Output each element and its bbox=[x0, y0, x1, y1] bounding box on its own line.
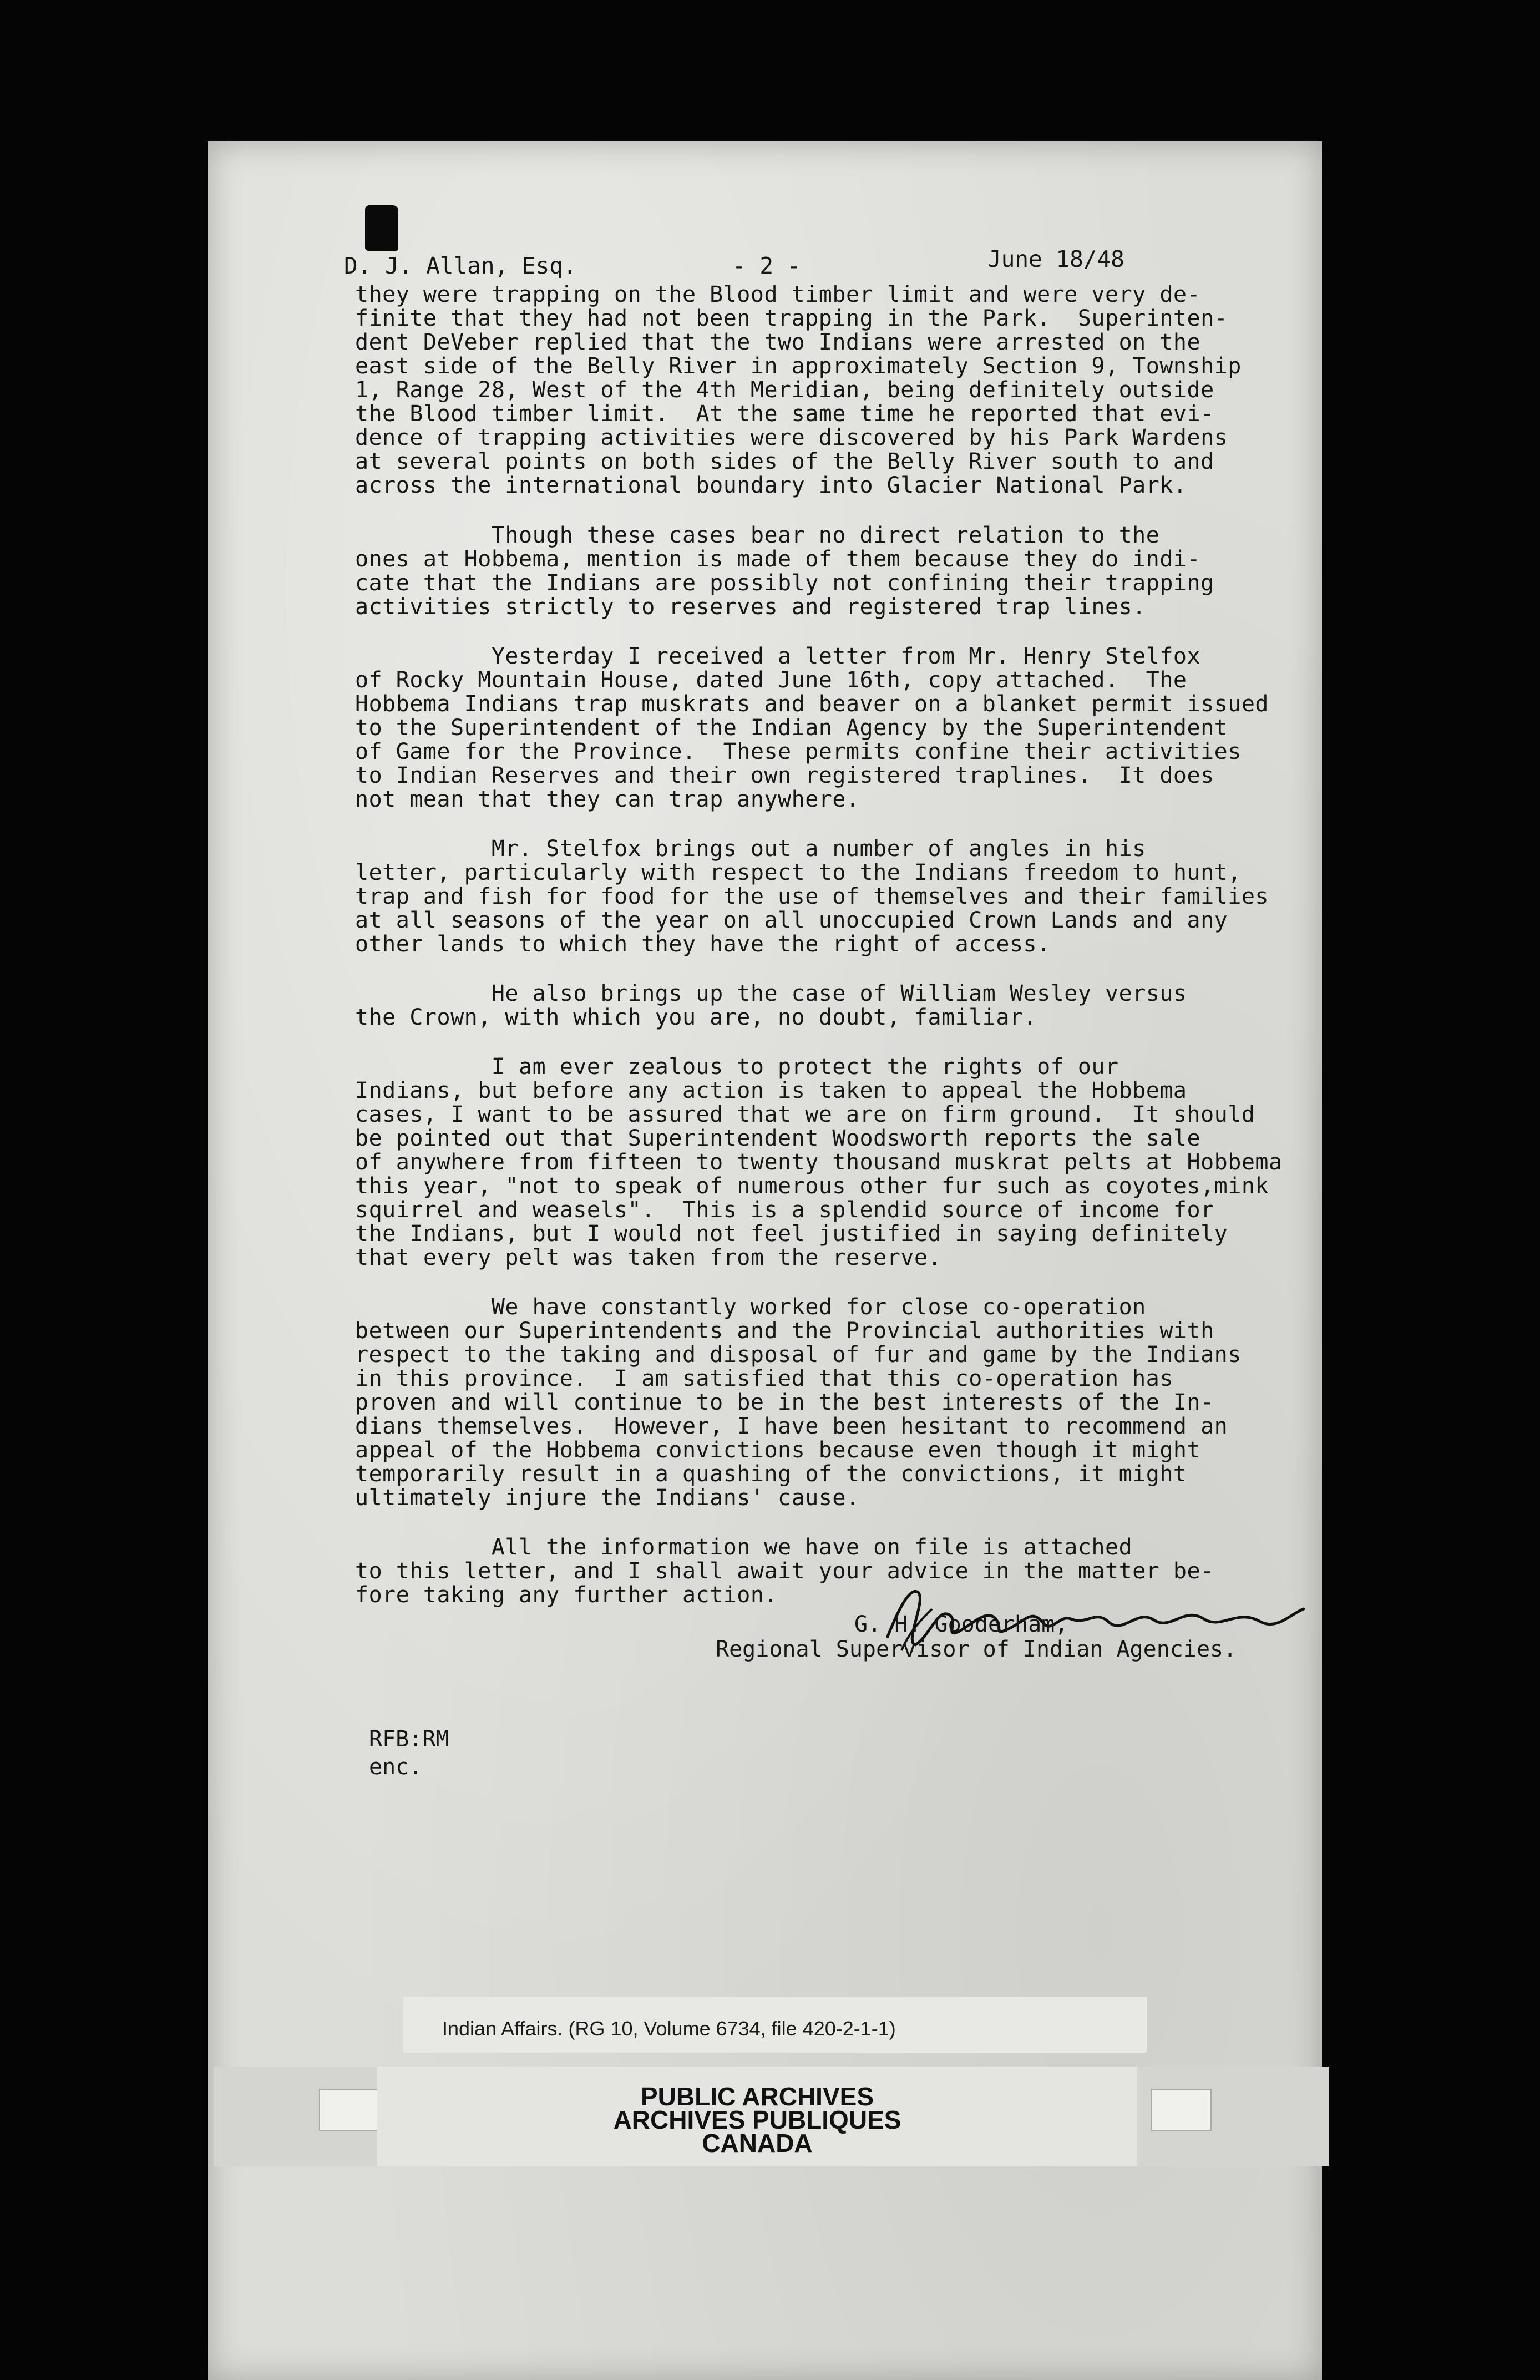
paragraph bbox=[355, 1055, 1298, 1270]
text-line: this year, "not to speak of numerous other fur such as coyotes,mink bbox=[355, 1173, 1269, 1199]
text-line: respect to the taking and disposal of fur and game by the Indians bbox=[355, 1342, 1242, 1368]
text-line: temporarily result in a quashing of the convictions, it might bbox=[355, 1461, 1187, 1487]
text-line: to the Superintendent of the Indian Agency by the Superintendent bbox=[355, 715, 1228, 741]
text-line: squirrel and weasels". This is a splendid source of income for bbox=[355, 1197, 1214, 1223]
stamp-line-public-archives: PUBLIC ARCHIVES bbox=[641, 2082, 874, 2111]
text-line: other lands to which they have the right of access. bbox=[355, 931, 1051, 957]
archive-stamp bbox=[214, 2067, 1329, 2166]
letter-header bbox=[344, 246, 1232, 280]
text-line: fore taking any further action. bbox=[355, 1582, 778, 1608]
text-line: trap and fish for food for the use of themselves and their families bbox=[355, 884, 1269, 909]
text-line: Though these cases bear no direct relation to the bbox=[355, 523, 1160, 548]
text-line: Yesterday I received a letter from Mr. Henry Stelfox bbox=[355, 644, 1201, 669]
paragraph bbox=[355, 645, 1298, 812]
text-line: in this province. I am satisfied that this co-operation has bbox=[355, 1366, 1173, 1391]
text-line: cases, I want to be assured that we are on firm ground. It should bbox=[355, 1102, 1255, 1127]
text-line: the Indians, but I would not feel justified in saying definitely bbox=[355, 1221, 1228, 1247]
archive-citation: Indian Affairs. (RG 10, Volume 6734, file 420-2-1-1) bbox=[442, 2017, 896, 2040]
text-line: of Rocky Mountain House, dated June 16th, copy attached. The bbox=[355, 667, 1187, 693]
text-line: cate that the Indians are possibly not confining their trapping bbox=[355, 570, 1214, 596]
text-line: We have constantly worked for close co-operation bbox=[355, 1294, 1146, 1320]
signatory-name: G. H. Gooderham, bbox=[854, 1612, 1068, 1637]
stamp-tab-right bbox=[1151, 2089, 1212, 2131]
text-line: across the international boundary into Glacier National Park. bbox=[355, 473, 1187, 498]
text-line: finite that they had not been trapping in the Park. Superinten- bbox=[355, 306, 1228, 331]
text-line: between our Superintendents and the Provincial authorities with bbox=[355, 1318, 1214, 1344]
signatory-title: Regional Supervisor of Indian Agencies. bbox=[716, 1637, 1237, 1662]
text-line: All the information we have on file is attached bbox=[355, 1535, 1133, 1560]
letter-date: June 18/48 bbox=[987, 246, 1124, 272]
text-line: of anywhere from fifteen to twenty thousand muskrat pelts at Hobbema bbox=[355, 1150, 1283, 1175]
stamp-line-canada: CANADA bbox=[702, 2129, 813, 2158]
stamp-label bbox=[377, 2067, 1137, 2166]
text-line: proven and will continue to be in the best interests of the In- bbox=[355, 1390, 1214, 1415]
typist-initials: RFB:RM bbox=[369, 1726, 449, 1752]
addressee: D. J. Allan, Esq. bbox=[344, 252, 577, 279]
enclosure-note: enc. bbox=[369, 1754, 423, 1780]
text-line: to this letter, and I shall await your advice in the matter be- bbox=[355, 1558, 1214, 1584]
text-line: Indians, but before any action is taken to appeal the Hobbema bbox=[355, 1078, 1187, 1103]
text-line: they were trapping on the Blood timber limit and were very de- bbox=[355, 282, 1201, 307]
text-line: that every pelt was taken from the reserve. bbox=[355, 1245, 942, 1270]
text-line: of Game for the Province. These permits confine their activities bbox=[355, 739, 1242, 764]
text-line: to Indian Reserves and their own registered traplines. It does bbox=[355, 763, 1214, 788]
page-number: - 2 - bbox=[732, 252, 801, 279]
text-line: 1, Range 28, West of the 4th Meridian, being definitely outside bbox=[355, 377, 1214, 403]
text-line: be pointed out that Superintendent Woodsworth reports the sale bbox=[355, 1126, 1201, 1151]
text-line: dence of trapping activities were discovered by his Park Wardens bbox=[355, 425, 1228, 450]
text-line: Mr. Stelfox brings out a number of angles in his bbox=[355, 836, 1146, 862]
archive-citation-label bbox=[403, 1997, 1147, 2053]
text-line: east side of the Belly River in approximately Section 9, Township bbox=[355, 353, 1242, 379]
paragraph bbox=[355, 524, 1298, 619]
text-line: not mean that they can trap anywhere. bbox=[355, 787, 860, 812]
text-line: the Crown, with which you are, no doubt, familiar. bbox=[355, 1005, 1037, 1030]
text-line: I am ever zealous to protect the rights of our bbox=[355, 1054, 1119, 1080]
paragraph bbox=[355, 283, 1298, 498]
text-line: dent DeVeber replied that the two Indians were arrested on the bbox=[355, 330, 1201, 355]
text-line: the Blood timber limit. At the same time he reported that evi- bbox=[355, 401, 1214, 427]
reference-block bbox=[369, 1725, 449, 1781]
paragraph bbox=[355, 1295, 1298, 1510]
letter-body bbox=[355, 283, 1298, 1633]
text-line: at several points on both sides of the Belly River south to and bbox=[355, 449, 1214, 474]
text-line: letter, particularly with respect to the Indians freedom to hunt, bbox=[355, 860, 1242, 885]
text-line: He also brings up the case of William Wesley versus bbox=[355, 981, 1187, 1006]
paragraph bbox=[355, 837, 1298, 956]
text-line: appeal of the Hobbema convictions because even though it might bbox=[355, 1437, 1201, 1463]
text-line: at all seasons of the year on all unoccupied Crown Lands and any bbox=[355, 908, 1228, 933]
paragraph bbox=[355, 982, 1298, 1030]
text-line: ones at Hobbema, mention is made of them because they do indi- bbox=[355, 546, 1201, 572]
text-line: ultimately injure the Indians' cause. bbox=[355, 1485, 860, 1511]
text-line: Hobbema Indians trap muskrats and beaver on a blanket permit issued bbox=[355, 691, 1269, 717]
text-line: activities strictly to reserves and registered trap lines. bbox=[355, 594, 1146, 620]
stamp-line-archives-publiques: ARCHIVES PUBLIQUES bbox=[613, 2105, 901, 2134]
filing-punch-mark bbox=[365, 205, 398, 251]
text-line: dians themselves. However, I have been hesitant to recommend an bbox=[355, 1414, 1228, 1439]
stamp-tab-left bbox=[319, 2089, 379, 2131]
